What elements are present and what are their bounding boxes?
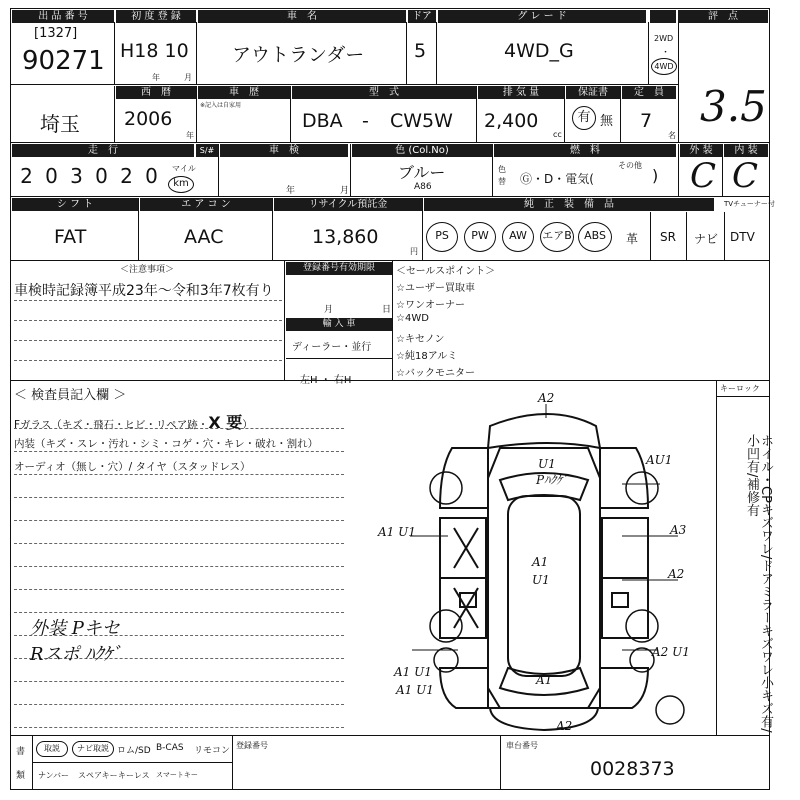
divider <box>232 736 233 790</box>
header-odometer: S/# <box>196 144 218 157</box>
drive-4wd-circled: 4WD <box>651 58 677 75</box>
doc-bcas: B-CAS <box>156 743 184 753</box>
inspection-year-unit: 年 <box>286 186 296 196</box>
mark-front-bumper-left: A1 U1 <box>396 683 434 697</box>
mark-right-front-door: A2 <box>668 567 685 581</box>
divider <box>422 198 423 260</box>
capacity-value: 7 <box>640 110 653 132</box>
side-condition-text: ホイル・CPキズワレ/ドアミラーキズワレ小キズ有/小凹有/補修有 <box>744 434 773 733</box>
header-western-year: 西 暦 <box>116 86 196 99</box>
header-vehicle-history: 車 歴 <box>198 86 290 99</box>
sales-point-3: ☆4WD <box>396 313 429 324</box>
capacity-unit: 名 <box>668 131 676 140</box>
inspection-month-unit: 月 <box>340 186 350 196</box>
lot-number: 90271 <box>22 46 105 76</box>
divider <box>138 198 139 260</box>
divider <box>10 735 770 736</box>
divider <box>10 84 678 85</box>
equip-leather: 革 <box>626 232 639 246</box>
western-year-value: 2006 <box>124 108 173 130</box>
divider <box>716 396 770 397</box>
first-reg-year-unit: 年 <box>152 73 160 82</box>
mark-roof-u1: U1 <box>532 573 550 587</box>
header-key-lock: キーロック <box>720 384 760 393</box>
warranty-no: 無 <box>600 114 614 129</box>
header-chassis-no: 車台番号 <box>506 741 538 750</box>
header-doors: ドア <box>408 10 436 23</box>
registration-day-unit: 日 <box>382 305 392 315</box>
sales-point-2: ☆ワンオーナー <box>396 300 465 311</box>
mileage-digits <box>14 164 164 188</box>
inspector-line <box>14 451 344 452</box>
divider <box>722 144 723 196</box>
shift-value: FAT <box>54 226 87 248</box>
equip-ps-circled: PS <box>426 222 458 252</box>
lot-id: [1327] <box>34 26 78 41</box>
header-score: 評 点 <box>678 10 768 23</box>
fuel-other-label: その他 <box>618 161 642 170</box>
mark-left-front-fender: A1 U1 <box>394 665 432 679</box>
header-displacement: 排 気 量 <box>478 86 564 99</box>
divider <box>500 736 501 790</box>
drive-separator: ・ <box>661 48 671 58</box>
divider <box>392 260 393 380</box>
import-handle: 左H ・ 右H <box>300 375 352 386</box>
first-reg-value: H18 10 <box>120 40 189 62</box>
western-year-unit: 年 <box>186 131 194 140</box>
mileage-digit: 3 <box>70 164 83 188</box>
mileage-digit: 0 <box>45 164 58 188</box>
header-notes: ＜注意事項＞ <box>120 265 175 275</box>
inspector-line <box>14 612 344 613</box>
warranty-yes-circled: 有 <box>572 106 596 130</box>
equip-pw-circled: PW <box>464 222 496 252</box>
divider <box>492 144 493 196</box>
registration-month-unit: 月 <box>324 305 334 315</box>
header-shift: シ フ ト <box>12 198 138 211</box>
header-registration-period: 登録番号有効期限 <box>286 262 392 275</box>
grade-value: 4WD_G <box>504 40 574 62</box>
inspector-line <box>14 520 344 521</box>
header-drive-blank <box>650 10 676 23</box>
divider <box>686 212 687 260</box>
docs-label-2: 類 <box>16 771 26 781</box>
divider <box>32 762 232 763</box>
header-capacity: 定 員 <box>622 86 676 99</box>
divider <box>218 144 219 196</box>
docs-label-1: 書 <box>16 747 26 757</box>
note-line <box>14 360 282 361</box>
chassis-number: 0028373 <box>590 758 675 780</box>
divider <box>476 86 477 142</box>
equip-navi: ナビ <box>694 232 719 246</box>
aircon-value: AAC <box>184 226 224 248</box>
equip-airbag-circled: エアB <box>540 222 574 252</box>
divider <box>114 22 115 84</box>
header-aircon: エ ア コ ン <box>140 198 272 211</box>
divider <box>350 144 351 196</box>
header-inspection: 車 検 <box>220 144 348 157</box>
inspector-line <box>14 704 344 705</box>
divider <box>272 198 273 260</box>
equip-dtv: DTV <box>730 230 755 244</box>
doc-manual-circled: 取説 <box>36 741 68 757</box>
inspector-line-audio-tire: オーディオ（無し・穴）/ タイヤ（スタッドレス） <box>14 461 251 473</box>
equip-abs-circled: ABS <box>578 222 612 252</box>
exterior-grade: C <box>690 156 717 196</box>
inspector-line <box>14 589 344 590</box>
inspector-line <box>14 428 344 429</box>
header-first-reg: 初 度 登 録 <box>116 10 196 23</box>
model-prefix: DBA <box>302 110 343 132</box>
header-import-car: 輸 入 車 <box>286 318 392 331</box>
divider <box>678 144 679 196</box>
divider <box>284 260 285 380</box>
divider <box>678 22 679 142</box>
color-code: A86 <box>414 182 432 192</box>
divider <box>196 22 197 84</box>
vehicle-history-note: ※記入は自家用 <box>200 102 242 109</box>
doc-remote: リモコン <box>194 746 231 756</box>
mileage-digit: 0 <box>145 164 158 188</box>
doc-number-plate: ナンバー <box>38 771 70 780</box>
displacement-unit: cc <box>553 130 562 139</box>
doc-keyless: キーレス <box>118 771 150 780</box>
doc-spare-key: スペアキー <box>78 771 118 780</box>
handwritten-spoiler-note: Rスポ ﾊｸｹﾞ <box>30 644 122 665</box>
divider <box>724 212 725 260</box>
mileage-unit-mile: マイル <box>172 164 196 173</box>
mileage-digit: 0 <box>95 164 108 188</box>
recycle-fee: 13,860 <box>312 226 379 248</box>
region-value: 埼玉 <box>40 112 80 136</box>
header-lot-no: 出 品 番 号 <box>12 10 114 23</box>
fuel-close: ) <box>652 166 659 185</box>
fuel-options: Ⓖ・D・電気( <box>520 172 594 186</box>
mark-right-rear-door: A3 <box>670 523 687 537</box>
score-value: 3.5 <box>700 82 767 131</box>
interior-grade: C <box>732 156 759 196</box>
doc-smart-key: スマートキー <box>156 771 198 779</box>
inspector-line-windshield <box>14 410 253 433</box>
inspector-line <box>14 474 344 475</box>
windshield-text: Fガラス（キズ・飛石・ヒビ・リペア跡・ <box>14 419 209 431</box>
header-fuel: 燃 料 <box>494 144 676 157</box>
header-tv-tuner: TVチューナー付 <box>724 200 775 208</box>
sales-point-5: ☆純18アルミ <box>396 351 458 362</box>
car-damage-diagram <box>360 388 720 738</box>
mark-rear-bumper: A2 <box>538 391 555 405</box>
header-mileage: 走 行 <box>12 144 194 157</box>
mark-rear-glass-peel: Pﾊｸｹﾞ <box>536 473 569 487</box>
header-sales-points: ＜セールスポイント＞ <box>396 266 496 277</box>
divider <box>620 86 621 142</box>
model-value: CW5W <box>390 110 453 132</box>
header-recycle: リサイクル預託金 <box>274 198 422 211</box>
doc-navi-manual-circled: ナビ取説 <box>72 741 114 757</box>
header-car-name: 車 名 <box>198 10 406 23</box>
divider <box>32 736 33 790</box>
equip-sunroof: SR <box>660 230 676 244</box>
mileage-digit: 2 <box>20 164 33 188</box>
model-dash: - <box>362 110 369 132</box>
handwritten-exterior-note: 外装 Pキセ <box>30 618 120 639</box>
note-line <box>14 320 282 321</box>
divider <box>196 86 197 142</box>
inspector-line-interior: 内装（キズ・スレ・汚れ・シミ・コゲ・穴・キレ・破れ・割れ） <box>14 438 319 450</box>
header-model-type: 型 式 <box>292 86 476 99</box>
header-equipment: 純 正 装 備 品 <box>424 198 714 211</box>
sales-point-4: ☆キセノン <box>396 334 445 345</box>
header-reg-no: 登録番号 <box>236 741 268 750</box>
mark-left-rear-door: A1 U1 <box>378 525 416 539</box>
divider <box>10 196 770 197</box>
doc-rom-sd: ロム/SD <box>117 746 151 756</box>
sales-point-6: ☆バックモニター <box>396 368 475 379</box>
equip-aw-circled: AW <box>502 222 534 252</box>
mark-front-bumper: A2 <box>556 719 573 733</box>
divider <box>406 22 407 84</box>
divider <box>648 22 649 84</box>
inspector-line <box>14 681 344 682</box>
header-warranty: 保証書 <box>566 86 620 99</box>
header-grade: グ レ ー ド <box>438 10 646 23</box>
header-exterior: 外 装 <box>680 144 722 157</box>
mark-rear-glass: U1 <box>538 457 556 471</box>
recycle-yen: 円 <box>410 247 418 256</box>
windshield-end: ） <box>242 419 253 431</box>
divider <box>286 358 392 359</box>
note-line <box>14 300 282 301</box>
import-dealer-parallel: ディーラー・並行 <box>292 342 372 353</box>
color-change-label: 色替 <box>498 165 506 186</box>
color-name: ブルー <box>398 163 446 182</box>
divider <box>10 142 770 143</box>
divider <box>10 380 770 381</box>
mark-right-rear-fender: AU1 <box>646 453 673 467</box>
inspector-line <box>14 727 344 728</box>
divider <box>114 86 115 142</box>
mark-roof-a1: A1 <box>532 555 549 569</box>
mileage-unit-km-circled: km <box>168 176 194 193</box>
divider <box>564 86 565 142</box>
divider <box>436 22 437 84</box>
inspector-line <box>14 566 344 567</box>
divider <box>290 86 291 142</box>
inspector-line <box>14 543 344 544</box>
header-inspector-notes: ＜ 検査員記入欄 ＞ <box>14 388 127 403</box>
divider <box>650 212 651 260</box>
mark-right-front-fender: A2 U1 <box>652 645 690 659</box>
first-reg-month-unit: 月 <box>184 73 192 82</box>
displacement-value: 2,400 <box>484 110 539 132</box>
mileage-digit: 2 <box>120 164 133 188</box>
notes-text: 車検時記録簿平成23年～令和3年7枚有り <box>14 283 274 299</box>
inspector-line <box>14 497 344 498</box>
note-line <box>14 340 282 341</box>
divider <box>10 260 770 261</box>
header-color: 色 (Col.No) <box>352 144 492 157</box>
doors-value: 5 <box>414 40 427 62</box>
windshield-x-mark: X 要 <box>208 413 243 432</box>
mark-front-glass: A1 <box>536 673 553 687</box>
car-name: アウトランダー <box>232 44 365 66</box>
drive-2wd: 2WD <box>654 34 674 43</box>
sales-point-1: ☆ユーザー買取車 <box>396 283 475 294</box>
header-interior: 内 装 <box>724 144 768 157</box>
